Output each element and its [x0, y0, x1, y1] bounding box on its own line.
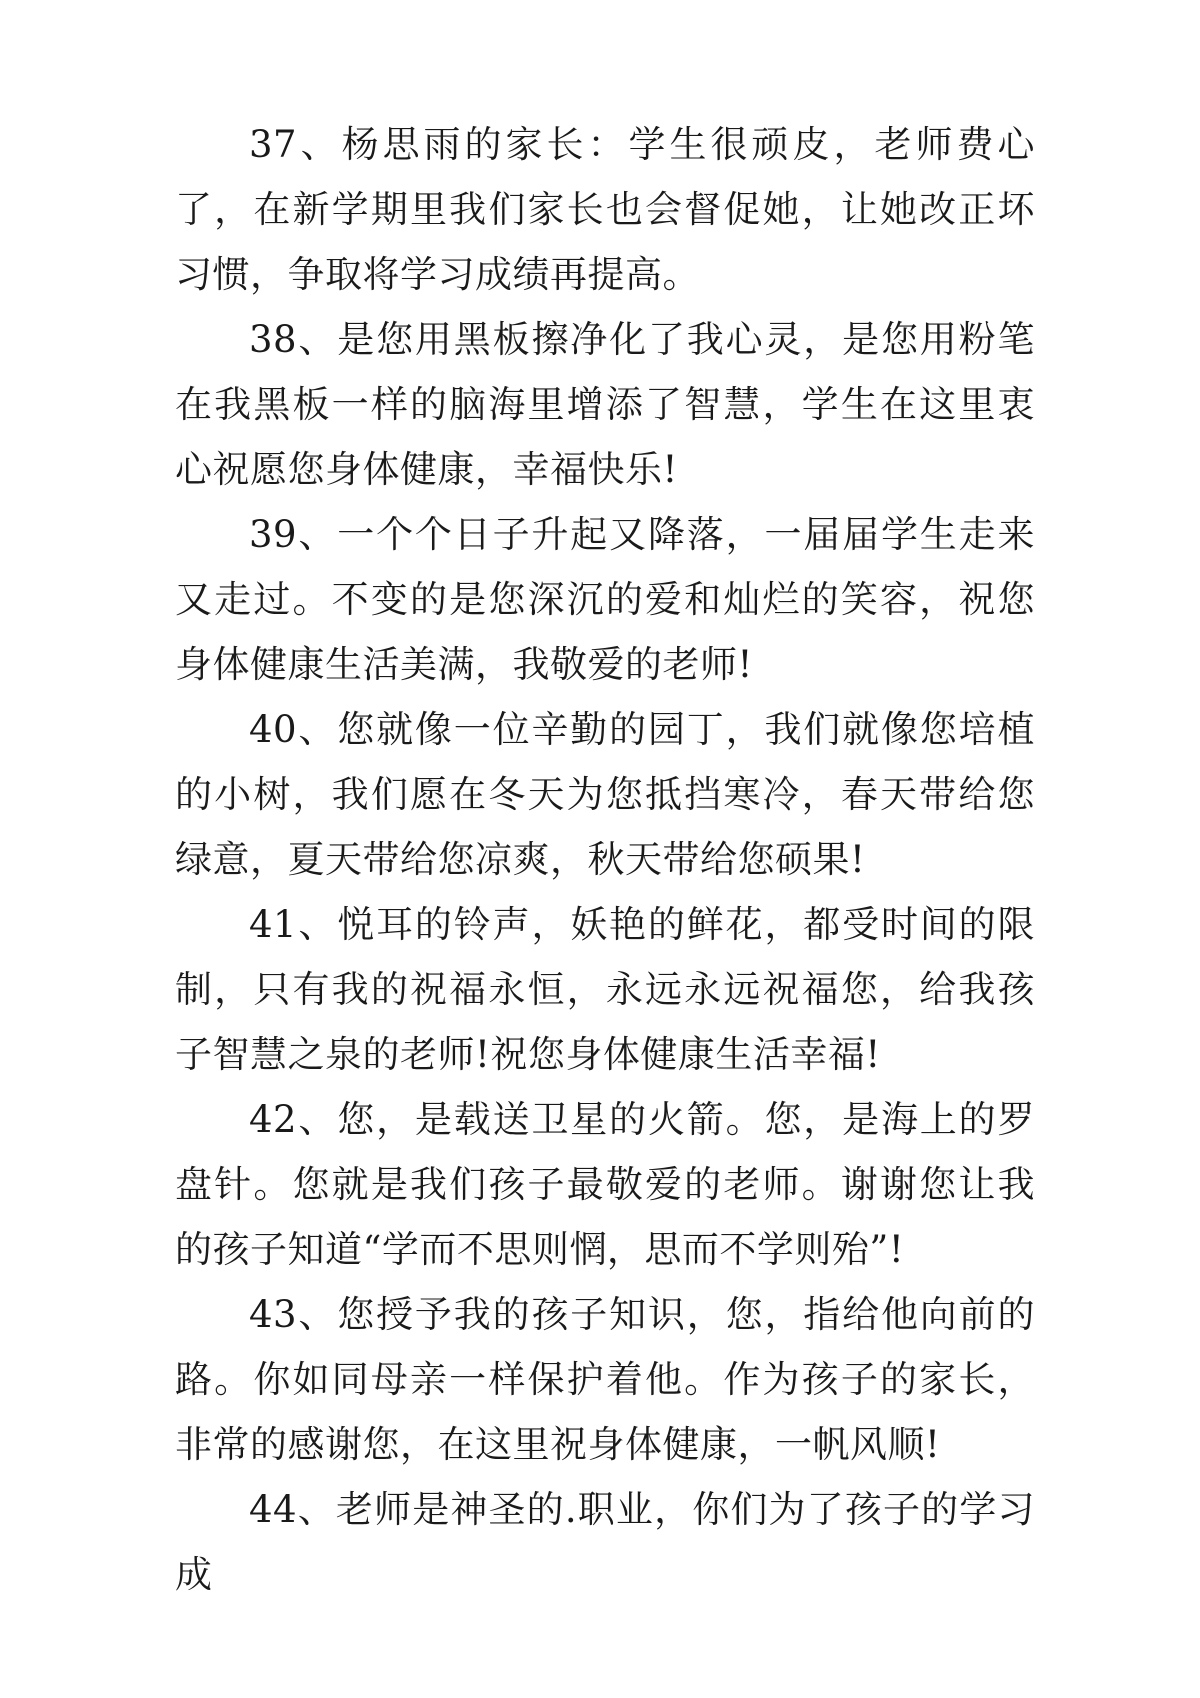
paragraph-39: 39、一个个日子升起又降落，一届届学生走来又走过。不变的是您深沉的爱和灿烂的笑容，祝您身体健康生活美满，我敬爱的老师!: [175, 513, 1035, 686]
paragraph-41: 41、悦耳的铃声，妖艳的鲜花，都受时间的限制，只有我的祝福永恒，永远永远祝福您，给我孩子智慧之泉的老师!祝您身体健康生活幸福!: [175, 903, 1035, 1076]
paragraph-42: 42、您，是载送卫星的火箭。您，是海上的罗盘针。您就是我们孩子最敬爱的老师。谢谢您让我的孩子知道“学而不思则惘，思而不学则殆”!: [175, 1098, 1035, 1271]
paragraph-37: 37、杨思雨的家长：学生很顽皮，老师费心了，在新学期里我们家长也会督促她，让她改正坏习惯，争取将学习成绩再提高。: [175, 123, 1035, 296]
paragraph-43: 43、您授予我的孩子知识，您，指给他向前的路。你如同母亲一样保护着他。作为孩子的家长，非常的感谢您，在这里祝身体健康，一帆风顺!: [175, 1293, 1035, 1466]
document-body: [175, 112, 1035, 1607]
paragraph-44: 44、老师是神圣的.职业，你们为了孩子的学习成: [175, 1488, 1035, 1596]
paragraph-38: 38、是您用黑板擦净化了我心灵，是您用粉笔在我黑板一样的脑海里增添了智慧，学生在这里衷心祝愿您身体健康，幸福快乐!: [175, 318, 1035, 491]
paragraph-40: 40、您就像一位辛勤的园丁，我们就像您培植的小树，我们愿在冬天为您抵挡寒冷，春天带给您绿意，夏天带给您凉爽，秋天带给您硕果!: [175, 708, 1035, 881]
